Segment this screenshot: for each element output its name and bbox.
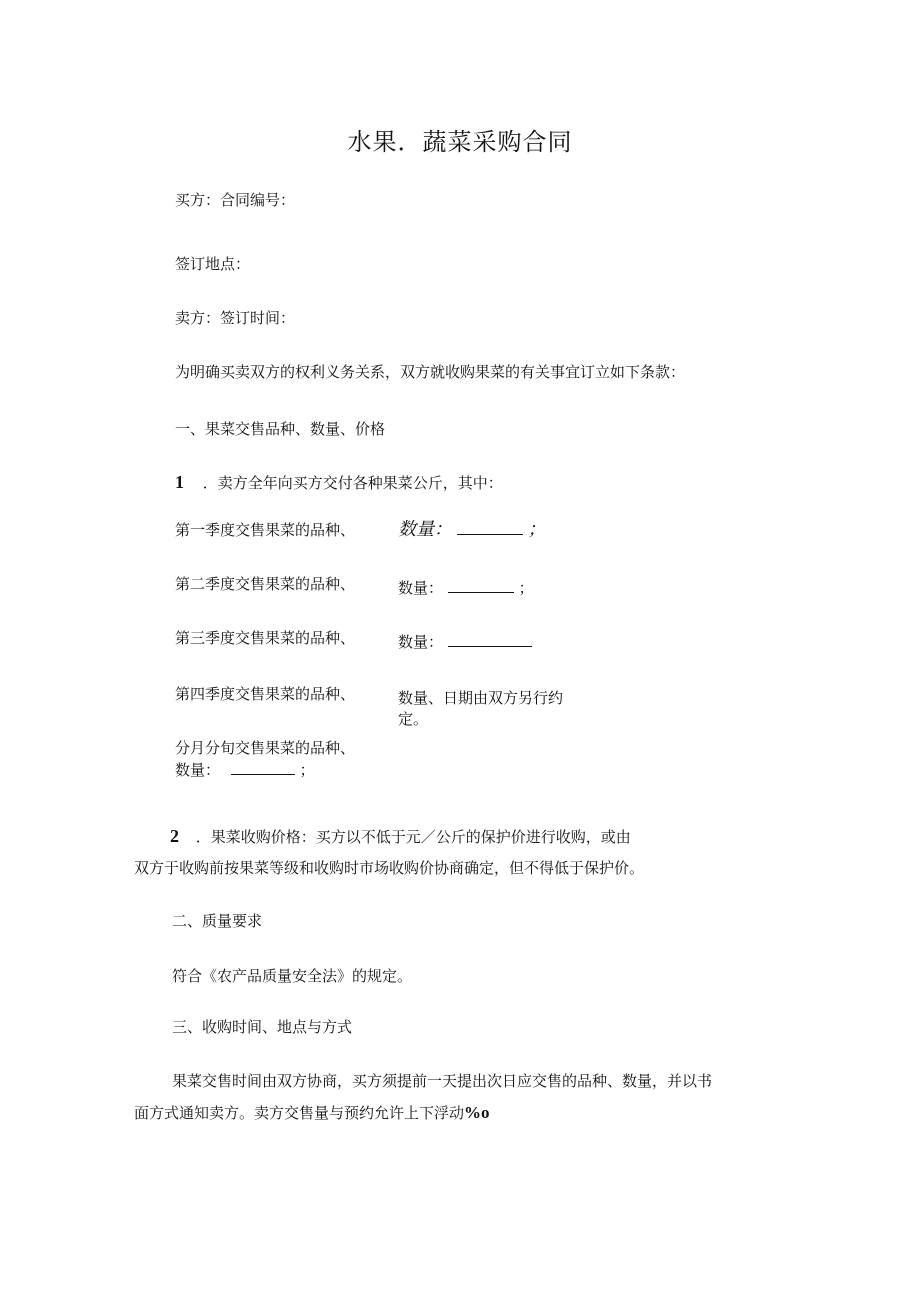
q1-label: 第一季度交售果菜的品种、 <box>175 521 356 539</box>
q2-quantity-label: 数量： <box>398 579 444 597</box>
monthly-quantity-label: 数量： <box>175 761 221 779</box>
seller-line: 卖方：签订时间： <box>175 309 296 327</box>
q2-label: 第二季度交售果菜的品种、 <box>175 575 356 593</box>
q4-label: 第四季度交售果菜的品种、 <box>175 685 356 703</box>
item1-number: 1 <box>175 472 184 492</box>
monthly-end: ； <box>299 761 315 779</box>
section3-line1: 果菜交售时间由双方协商，买方须提前一天提出次日应交售的品种、数量，并以书 <box>172 1072 713 1090</box>
q2-blank <box>448 578 514 593</box>
q3-quantity-label: 数量： <box>398 633 444 651</box>
section1-heading: 一、果菜交售品种、数量、价格 <box>175 420 386 438</box>
q1-quantity-label: 数量： <box>398 519 452 540</box>
section3-line2-suffix: %o <box>464 1103 490 1122</box>
item2-text: ．果菜收购价格：买方以不低于元／公斤的保护价进行收购，或由 <box>195 828 631 846</box>
q2-end: ； <box>518 579 534 597</box>
section3-heading: 三、收购时间、地点与方式 <box>172 1018 353 1036</box>
item2-number: 2 <box>170 826 179 846</box>
section2-text: 符合《农产品质量安全法》的规定。 <box>172 967 413 985</box>
signing-place-line: 签订地点： <box>175 255 251 273</box>
q1-blank <box>457 520 523 535</box>
q3-blank <box>448 632 532 647</box>
monthly-line2 <box>175 760 315 780</box>
monthly-blank <box>231 760 295 775</box>
monthly-line1: 分月分旬交售果菜的品种、 <box>175 739 356 757</box>
q4-quantity-line2: 定。 <box>398 710 429 728</box>
q1-quantity <box>398 520 546 540</box>
item2-line2: 双方于收购前按果菜等级和收购时市场收购价协商确定，但不得低于保护价。 <box>134 859 645 877</box>
page-title: 水果．蔬菜采购合同 <box>347 128 573 156</box>
item1-text: ．卖方全年向买方交付各种果菜公斤，其中： <box>202 474 503 492</box>
q4-quantity-line1: 数量、日期由双方另行约 <box>398 689 564 707</box>
section2-heading: 二、质量要求 <box>172 912 263 930</box>
section3-line2-text: 面方式通知卖方。卖方交售量与预约允许上下浮动 <box>134 1104 465 1122</box>
q2-quantity <box>398 578 534 598</box>
item1 <box>175 472 503 493</box>
q3-label: 第三季度交售果菜的品种、 <box>175 629 356 647</box>
item2-line1 <box>170 826 631 847</box>
intro-paragraph: 为明确买卖双方的权利义务关系，双方就收购果菜的有关事宜订立如下条款： <box>175 363 686 381</box>
section3-line2 <box>134 1103 490 1123</box>
q1-end: ； <box>527 519 546 540</box>
q3-quantity <box>398 632 532 652</box>
buyer-line: 买方：合同编号： <box>175 191 296 209</box>
